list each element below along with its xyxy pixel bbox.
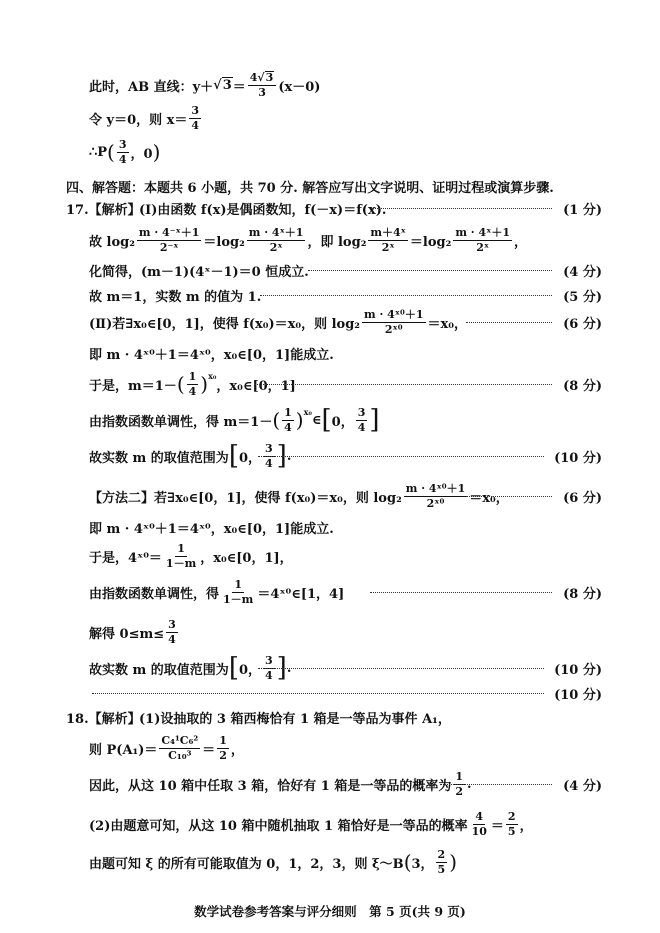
ab-line-prefix: 此时，AB 直线：y＋ xyxy=(89,79,214,95)
q18-label: 18.【解析】 xyxy=(66,711,141,727)
fraction-numerator: C₄¹C₆² xyxy=(161,733,199,747)
q18-line-3 xyxy=(0,766,660,802)
fraction xyxy=(506,811,518,837)
fraction-numerator: 3 xyxy=(168,617,176,631)
math-text: (1)设抽取的 3 箱西梅恰有 1 箱是一等品为事件 A₁， xyxy=(139,711,451,727)
fraction-numerator: m · 4ˣ⁰＋1 xyxy=(405,481,466,495)
q17-line-8 xyxy=(0,402,660,438)
math-text: 因此，从这 10 箱中任取 3 箱，恰好有 1 箱是一等品的概率为 xyxy=(89,778,452,794)
math-text: ，x₀∈[0，1]， xyxy=(200,550,293,566)
fraction xyxy=(453,227,512,253)
math-text: . xyxy=(467,776,472,792)
math-text: ＝ xyxy=(490,818,504,834)
score: (10 分) xyxy=(554,687,602,703)
math-text: 故 m＝1，实数 m 的值为 1. xyxy=(89,289,262,305)
q18-line-4 xyxy=(0,806,660,842)
math-text: 由指数函数单调性，得 xyxy=(89,586,220,602)
math-text: ＝x₀， xyxy=(427,316,467,332)
dotted-leader xyxy=(370,592,552,594)
dotted-leader xyxy=(440,784,552,786)
fraction-numerator: 3 xyxy=(265,653,273,667)
math-text: 故实数 m 的取值范围为 xyxy=(89,662,229,678)
fraction-denominator: 5 xyxy=(507,824,516,838)
parenthesis: ( xyxy=(107,140,115,164)
fraction xyxy=(159,735,200,761)
fraction-denominator: 4 xyxy=(191,118,200,132)
fraction xyxy=(282,407,294,433)
score: (10 分) xyxy=(554,662,602,678)
q17-method2-line-4 xyxy=(0,574,660,610)
dotted-leader xyxy=(258,456,544,458)
q17-method2-line-3 xyxy=(0,538,660,574)
page-footer: 数学试卷参考答案与评分细则 第 5 页(共 9 页) xyxy=(194,904,466,919)
bracket: [ xyxy=(228,441,239,471)
math-text xyxy=(89,619,180,645)
fraction-denominator: 2 xyxy=(455,784,463,798)
score: (8 分) xyxy=(563,378,602,394)
fraction-numerator: 2 xyxy=(507,809,516,823)
math-text xyxy=(89,735,244,761)
q17-method2-line-5 xyxy=(0,614,660,650)
math-text: 0， xyxy=(238,450,262,466)
fraction-denominator: 10 xyxy=(471,824,487,838)
fraction xyxy=(217,735,229,761)
fraction-denominator: 2ˣ xyxy=(269,240,283,254)
ab-line-equation xyxy=(0,70,660,100)
math-text: 于是，m＝1－ xyxy=(89,378,177,394)
fraction xyxy=(166,619,178,645)
fraction-denominator: 1－m xyxy=(223,592,254,606)
dotted-leader xyxy=(258,668,544,670)
fraction-denominator: 2 xyxy=(219,748,227,762)
math-text: √ xyxy=(213,77,222,93)
fraction-numerator: 4√3 xyxy=(248,71,277,86)
math-text: (2)由题意可知，从这 10 箱中随机抽取 1 箱恰好是一等品的概率 xyxy=(89,818,468,834)
math-text: ，即 log₂ xyxy=(307,234,367,250)
math-text: ∴P xyxy=(89,144,108,160)
math-text xyxy=(89,849,457,875)
math-text: ， xyxy=(514,234,528,250)
fraction-denominator: 4 xyxy=(168,632,176,646)
parenthesis: ( xyxy=(403,850,412,874)
dotted-leader xyxy=(308,270,552,272)
math-text: 四、解答题：本题共 6 小题，共 70 分. 解答应写出文字说明、证明过程或演算步骤. xyxy=(66,180,554,196)
set-y-zero xyxy=(0,103,660,133)
slope-fraction xyxy=(248,71,277,98)
fraction-denominator: 2ˣ xyxy=(381,240,395,254)
exponent: x₀ xyxy=(303,406,312,417)
fraction-numerator: m · 4ˣ＋1 xyxy=(455,225,510,239)
q17-label: 17.【解析】 xyxy=(66,202,141,218)
math-text: 于是，4ˣ⁰＝ xyxy=(89,550,162,566)
math-text: ， xyxy=(230,742,244,758)
q18-line-1 xyxy=(0,702,660,732)
parenthesis: ) xyxy=(449,850,458,874)
math-text: 即 m · 4ˣ⁰＋1＝4ˣ⁰，x₀∈[0，1]能成立. xyxy=(89,521,334,537)
math-text: 解得 0≤m≤ xyxy=(89,626,165,642)
math-text: 故实数 m 的取值范围为 xyxy=(89,450,229,466)
score: (4 分) xyxy=(563,778,602,794)
math-text xyxy=(89,309,467,335)
math-text: ∈ xyxy=(311,412,322,428)
math-text: ＝x₀， xyxy=(469,490,509,506)
dotted-leader xyxy=(255,384,552,386)
q17-method2-line-1 xyxy=(0,478,660,514)
fraction-numerator: 1 xyxy=(284,405,292,419)
fraction xyxy=(404,483,467,509)
fraction xyxy=(117,139,129,165)
math-text: 0， xyxy=(238,662,262,678)
q18-line-2 xyxy=(0,730,660,766)
fraction xyxy=(221,579,255,605)
math-text xyxy=(89,407,380,433)
math-text: ，0 xyxy=(130,146,153,162)
math-text xyxy=(89,579,344,605)
fraction-numerator: m＋4ˣ xyxy=(370,225,406,239)
score: (5 分) xyxy=(563,289,602,305)
fraction xyxy=(247,227,306,253)
parenthesis: ( xyxy=(272,408,281,432)
score: (6 分) xyxy=(563,490,602,506)
dotted-leader xyxy=(466,322,552,324)
fraction-numerator: 1 xyxy=(219,733,227,747)
fraction-numerator: 1 xyxy=(177,541,185,555)
score: (8 分) xyxy=(563,586,602,602)
exponent: x₀ xyxy=(208,370,217,381)
fraction xyxy=(189,105,201,131)
fraction-numerator: 3 xyxy=(265,441,273,455)
math-text xyxy=(89,71,320,98)
math-text: 0， xyxy=(331,414,354,430)
math-text xyxy=(89,543,293,569)
score: (1 分) xyxy=(563,202,602,218)
math-text: (Ⅱ)若∃x₀∈[0，1]，使得 f(x₀)＝x₀，则 log₂ xyxy=(89,316,361,332)
dotted-leader xyxy=(372,208,552,210)
dotted-leader xyxy=(92,693,544,695)
fraction-denominator: 2⁻ˣ xyxy=(159,240,179,254)
q18-line-5 xyxy=(0,844,660,880)
math-text: ＝4ˣ⁰∈[1，4] xyxy=(257,586,345,602)
math-text: ＝log₂ xyxy=(409,234,452,250)
fraction-numerator: 1 xyxy=(188,369,197,383)
score: (4 分) xyxy=(563,264,602,280)
math-text: . xyxy=(286,660,292,676)
math-text: 令 y＝0，则 x＝ xyxy=(89,112,188,128)
fraction-denominator: 4 xyxy=(284,420,292,434)
parenthesis: ( xyxy=(176,372,185,396)
math-text: 3 xyxy=(265,71,274,85)
bracket: ] xyxy=(276,441,287,471)
math-text: (x－0) xyxy=(278,79,321,95)
score: (6 分) xyxy=(563,316,602,332)
fraction-numerator: 1 xyxy=(455,769,463,783)
math-text: 化简得，(m－1)(4ˣ－1)＝0 恒成立. xyxy=(89,264,309,280)
q17-line-2 xyxy=(0,222,660,258)
parenthesis: ) xyxy=(200,372,209,396)
math-text: ＝log₂ xyxy=(203,234,245,250)
math-text: ， xyxy=(519,818,533,834)
fraction xyxy=(356,407,368,433)
q17-line-5 xyxy=(0,304,660,340)
math-text xyxy=(89,811,533,837)
math-text xyxy=(89,105,203,131)
fraction-denominator: 2ˣ⁰ xyxy=(384,322,403,336)
fraction-denominator: 1－m xyxy=(165,556,197,570)
fraction-numerator: 3 xyxy=(357,405,366,419)
parenthesis: ) xyxy=(152,140,161,164)
fraction xyxy=(436,849,448,875)
bracket: ] xyxy=(276,653,287,683)
fraction-numerator: 3 xyxy=(191,103,200,117)
fraction-denominator: 2ˣ⁰ xyxy=(426,496,445,510)
dotted-leader xyxy=(260,295,552,297)
math-text: . xyxy=(286,448,292,464)
q17-line-7 xyxy=(0,366,660,402)
parenthesis: ) xyxy=(295,408,304,432)
math-text: 3， xyxy=(411,856,434,872)
q17-line-6 xyxy=(0,338,660,368)
fraction-numerator: 1 xyxy=(234,577,242,591)
fraction xyxy=(368,227,408,253)
math-text: ，x₀∈[0，1] xyxy=(216,378,296,394)
fraction-denominator: 3 xyxy=(258,86,266,99)
math-text: 由指数函数单调性，得 m＝1－ xyxy=(89,414,273,430)
bracket: [ xyxy=(228,653,239,683)
fraction-numerator: 4 xyxy=(475,809,484,823)
fraction xyxy=(164,543,198,569)
math-text: 4 xyxy=(249,71,258,85)
fraction-numerator: 2 xyxy=(437,847,446,861)
fraction xyxy=(470,811,489,837)
method2-label: 【方法二】 xyxy=(89,490,155,506)
math-text: (Ⅰ)由函数 f(x)是偶函数知，f(－x)＝f(x). xyxy=(139,202,387,218)
math-text xyxy=(89,771,472,797)
fraction-numerator: 3 xyxy=(118,137,127,151)
math-text: ＝ xyxy=(202,742,216,758)
math-text: 即 m · 4ˣ⁰＋1＝4ˣ⁰，x₀∈[0，1]能成立. xyxy=(89,347,334,363)
sqrt-3: 3 xyxy=(222,78,232,93)
math-text: 若∃x₀∈[0，1]，使得 f(x₀)＝x₀，则 log₂ xyxy=(154,490,402,506)
math-text xyxy=(89,227,527,253)
fraction-numerator: m · 4ˣ⁰＋1 xyxy=(364,307,424,321)
fraction-denominator: 4 xyxy=(357,420,366,434)
score: (10 分) xyxy=(554,450,602,466)
q17-line-9 xyxy=(0,438,660,474)
fraction-denominator: 4 xyxy=(188,384,197,398)
math-text: 则 P(A₁)＝ xyxy=(89,742,158,758)
math-text: 故 log₂ xyxy=(89,234,135,250)
fraction-denominator: 4 xyxy=(265,456,273,470)
math-text xyxy=(89,139,160,165)
bracket: [ xyxy=(321,405,332,435)
fraction-denominator: C₁₀³ xyxy=(168,748,192,762)
fraction-denominator: 2ˣ xyxy=(476,240,490,254)
math-text xyxy=(89,483,509,509)
fraction-denominator: 4 xyxy=(265,668,273,682)
q17-line-1 xyxy=(0,193,660,223)
fraction xyxy=(362,309,425,335)
math-text: ＝ xyxy=(232,79,246,95)
fraction-denominator: 5 xyxy=(437,862,446,876)
bracket: ] xyxy=(369,405,380,435)
fraction xyxy=(187,371,199,397)
fraction xyxy=(137,227,201,253)
point-p xyxy=(0,137,660,167)
dotted-leader xyxy=(466,496,552,498)
fraction-denominator: 4 xyxy=(118,152,127,166)
math-text: 由题可知 ξ 的所有可能取值为 0，1，2，3，则 ξ～B xyxy=(89,856,404,872)
fraction-numerator: m · 4ˣ＋1 xyxy=(248,225,304,239)
fraction-numerator: m · 4⁻ˣ＋1 xyxy=(138,225,200,239)
